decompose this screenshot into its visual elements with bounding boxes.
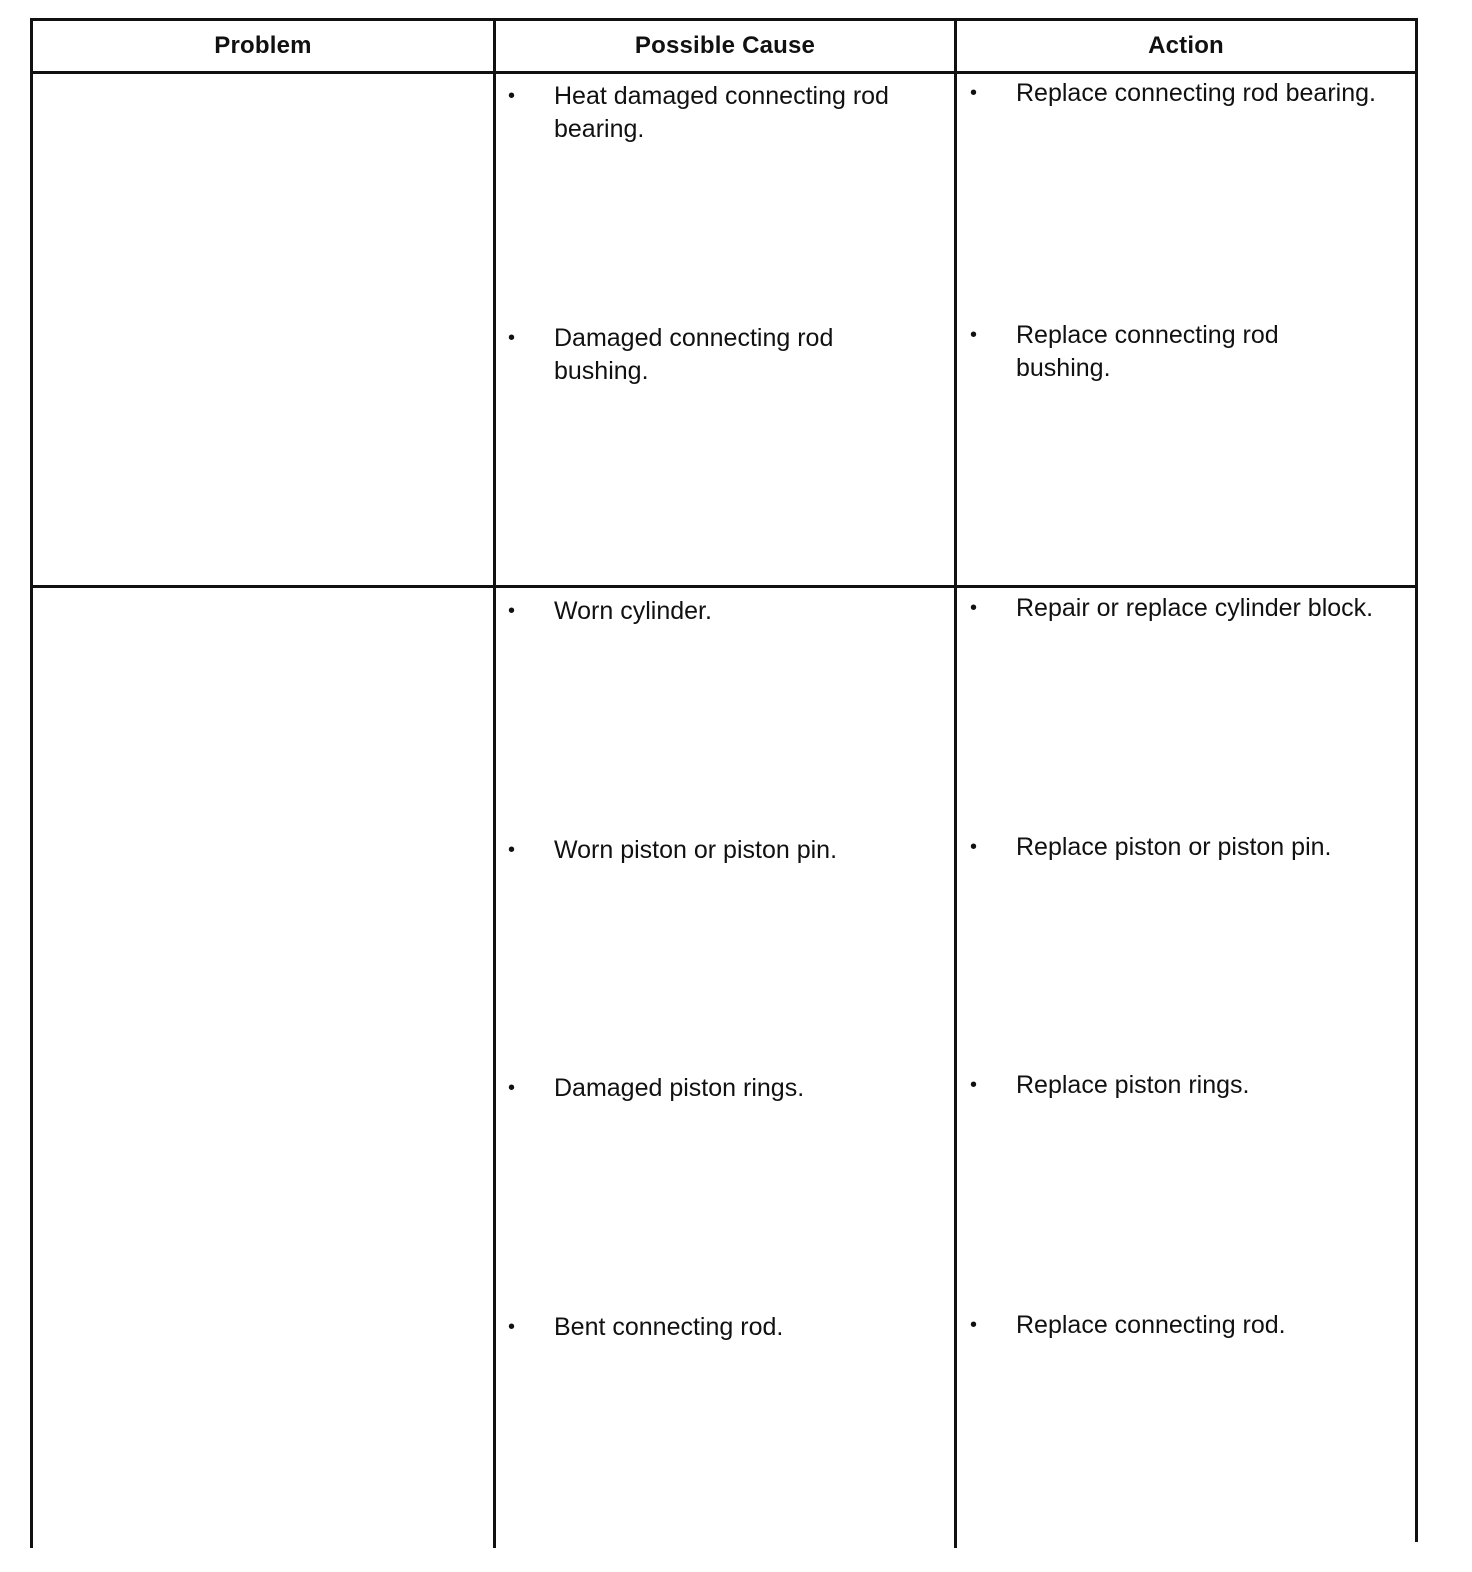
table-left-border	[30, 18, 33, 1548]
header-bottom-border	[30, 71, 1418, 74]
bullet: •	[970, 1314, 978, 1336]
bullet: •	[508, 600, 516, 622]
cause-text: Worn cylinder.	[554, 597, 712, 625]
cause-text: Damaged piston rings.	[554, 1074, 805, 1102]
bullet: •	[508, 839, 516, 861]
action-text: Repair or replace cylinder block.	[1016, 594, 1374, 622]
bullet: •	[508, 1316, 516, 1338]
cause-text: Worn piston or piston pin.	[554, 836, 838, 864]
column-divider-2	[954, 18, 957, 1548]
troubleshooting-table	[30, 18, 1418, 1572]
action-text: Replace connecting rod.	[1016, 1311, 1286, 1339]
bullet: •	[508, 327, 516, 349]
header-possible-cause: Possible Cause	[634, 32, 816, 59]
cause-text: Damaged connecting rod bushing.	[554, 324, 834, 385]
cause-text: Heat damaged connecting rod bearing.	[554, 82, 889, 143]
action-text: Replace piston or piston pin.	[1016, 833, 1332, 861]
action-text: Replace connecting rod bushing.	[1016, 321, 1279, 382]
bullet: •	[970, 597, 978, 619]
bullet: •	[970, 836, 978, 858]
action-text: Replace connecting rod bearing.	[1016, 79, 1376, 107]
column-divider-1	[493, 18, 496, 1548]
bullet: •	[508, 1077, 516, 1099]
header-problem: Problem	[214, 32, 312, 59]
action-text: Replace piston rings.	[1016, 1071, 1250, 1099]
cause-text: Bent connecting rod.	[554, 1313, 784, 1341]
row-divider	[30, 585, 1418, 588]
bullet: •	[970, 1074, 978, 1096]
bullet: •	[970, 324, 978, 346]
bullet: •	[970, 82, 978, 104]
bullet: •	[508, 85, 516, 107]
header-action: Action	[1148, 32, 1224, 59]
